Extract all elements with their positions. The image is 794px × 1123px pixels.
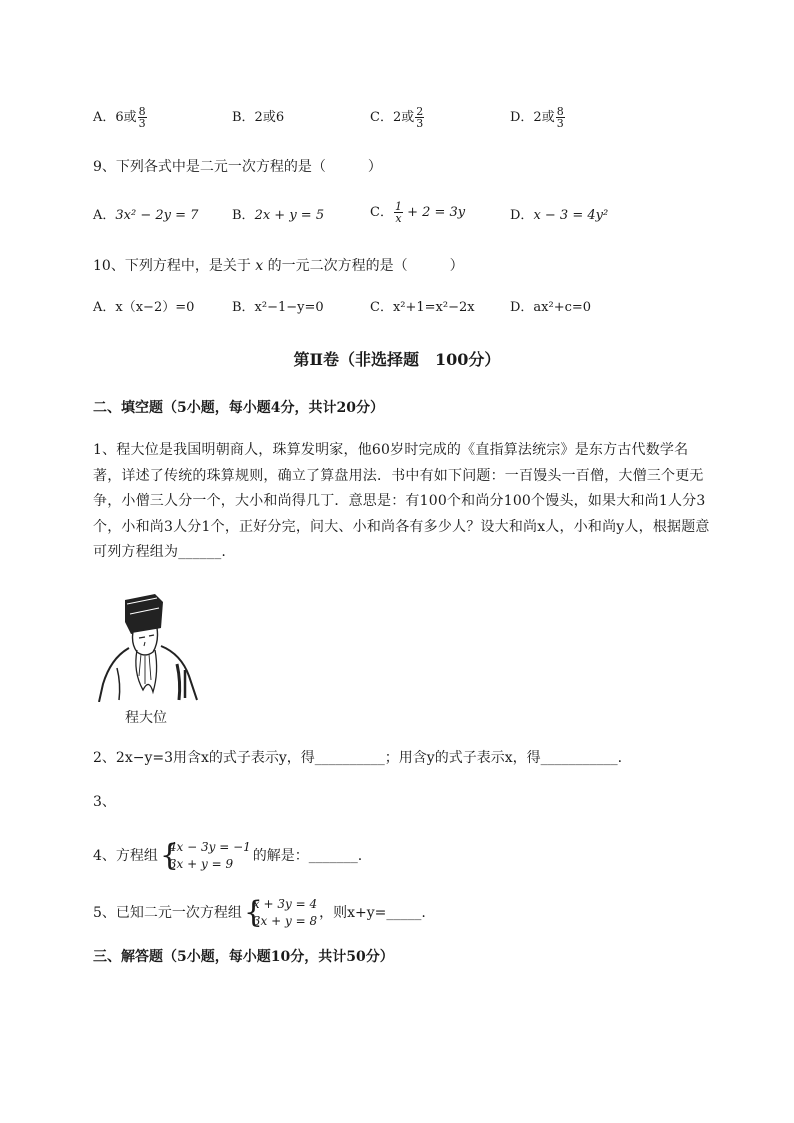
fraction: $\frac{1}{x}$ [394,200,402,225]
q10-option-a: A．x（x−2）=0 [93,300,195,315]
part2-title: 第Ⅱ卷（非选择题 100分） [293,350,501,369]
q8-option-d: D．2或 $\frac{8}{3}$ [510,105,564,130]
answer-section-heading: 三、解答题（5小题，每小题10分，共计50分） [93,949,394,965]
fill-question-4: 4、方程组 { 4x − 3y = −1 3x + y = 9 的解是：_______. [93,839,362,873]
fill-question-5: 5、已知二元一次方程组 { x + 3y = 4 3x + y = 8 ，则x+y=_____. [93,896,426,930]
fill-question-2: 2、2x−y=3用含x的式子表示y，得__________；用含y的式子表示x，得___________. [93,750,623,766]
q9-option-b: B．2x + y = 5 [232,208,325,223]
q10-option-b: B．x²−1−y=0 [232,300,324,315]
fraction: $\frac{2}{3}$ [416,105,424,130]
q9-option-c: C． $\frac{1}{x}$ + 2 = 3y [370,200,466,225]
q10-option-d: D．ax²+c=0 [510,300,592,315]
fill-section-heading: 二、填空题（5小题，每小题4分，共计20分） [93,400,384,416]
brace-icon: { [243,895,264,930]
fraction: $\frac{8}{3}$ [556,105,564,130]
fraction: $\frac{8}{3}$ [138,105,146,130]
q9-stem: 9、下列各式中是二元一次方程的是（ ） [93,159,382,175]
q10-stem: 10、下列方程中，是关于 x 的一元二次方程的是（ ） [93,258,464,274]
q10-option-c: C．x²+1=x²−2x [370,300,475,315]
q8-option-c: C．2或 $\frac{2}{3}$ [370,105,424,130]
equation-system: { x + 3y = 4 3x + y = 8 [244,896,317,930]
fill-question-1: 1、程大位是我国明朝商人，珠算发明家，他60岁时完成的《直指算法统宗》是东方古代数学名著，详述了传统的珠算规则，确立了算盘用法．书中有如下问题：一百馒头一百僧，大僧三个更无争，小僧三人分一个，大小和尚得几丁．意思是：有100个和尚分100个馒头，如果大和尚1人分3个，小和尚3人分1个，正好分完，问大、小和尚各有多少人？设大和尚x人，小和尚y人，根据题意可列方程组为______. [93,442,710,560]
brace-icon: { [159,838,180,873]
portrait-caption: 程大位 [125,710,167,726]
q8-option-b: B．2或6 [232,110,285,125]
portrait-illustration [97,592,201,702]
q9-option-a: A．3x² − 2y = 7 [93,208,199,223]
fill-question-3: 3、 [93,794,116,810]
q9-option-d: D．x − 3 = 4y² [510,208,609,223]
q8-option-a: A．6或 $\frac{8}{3}$ [93,105,146,130]
equation-system: { 4x − 3y = −1 3x + y = 9 [160,839,251,873]
